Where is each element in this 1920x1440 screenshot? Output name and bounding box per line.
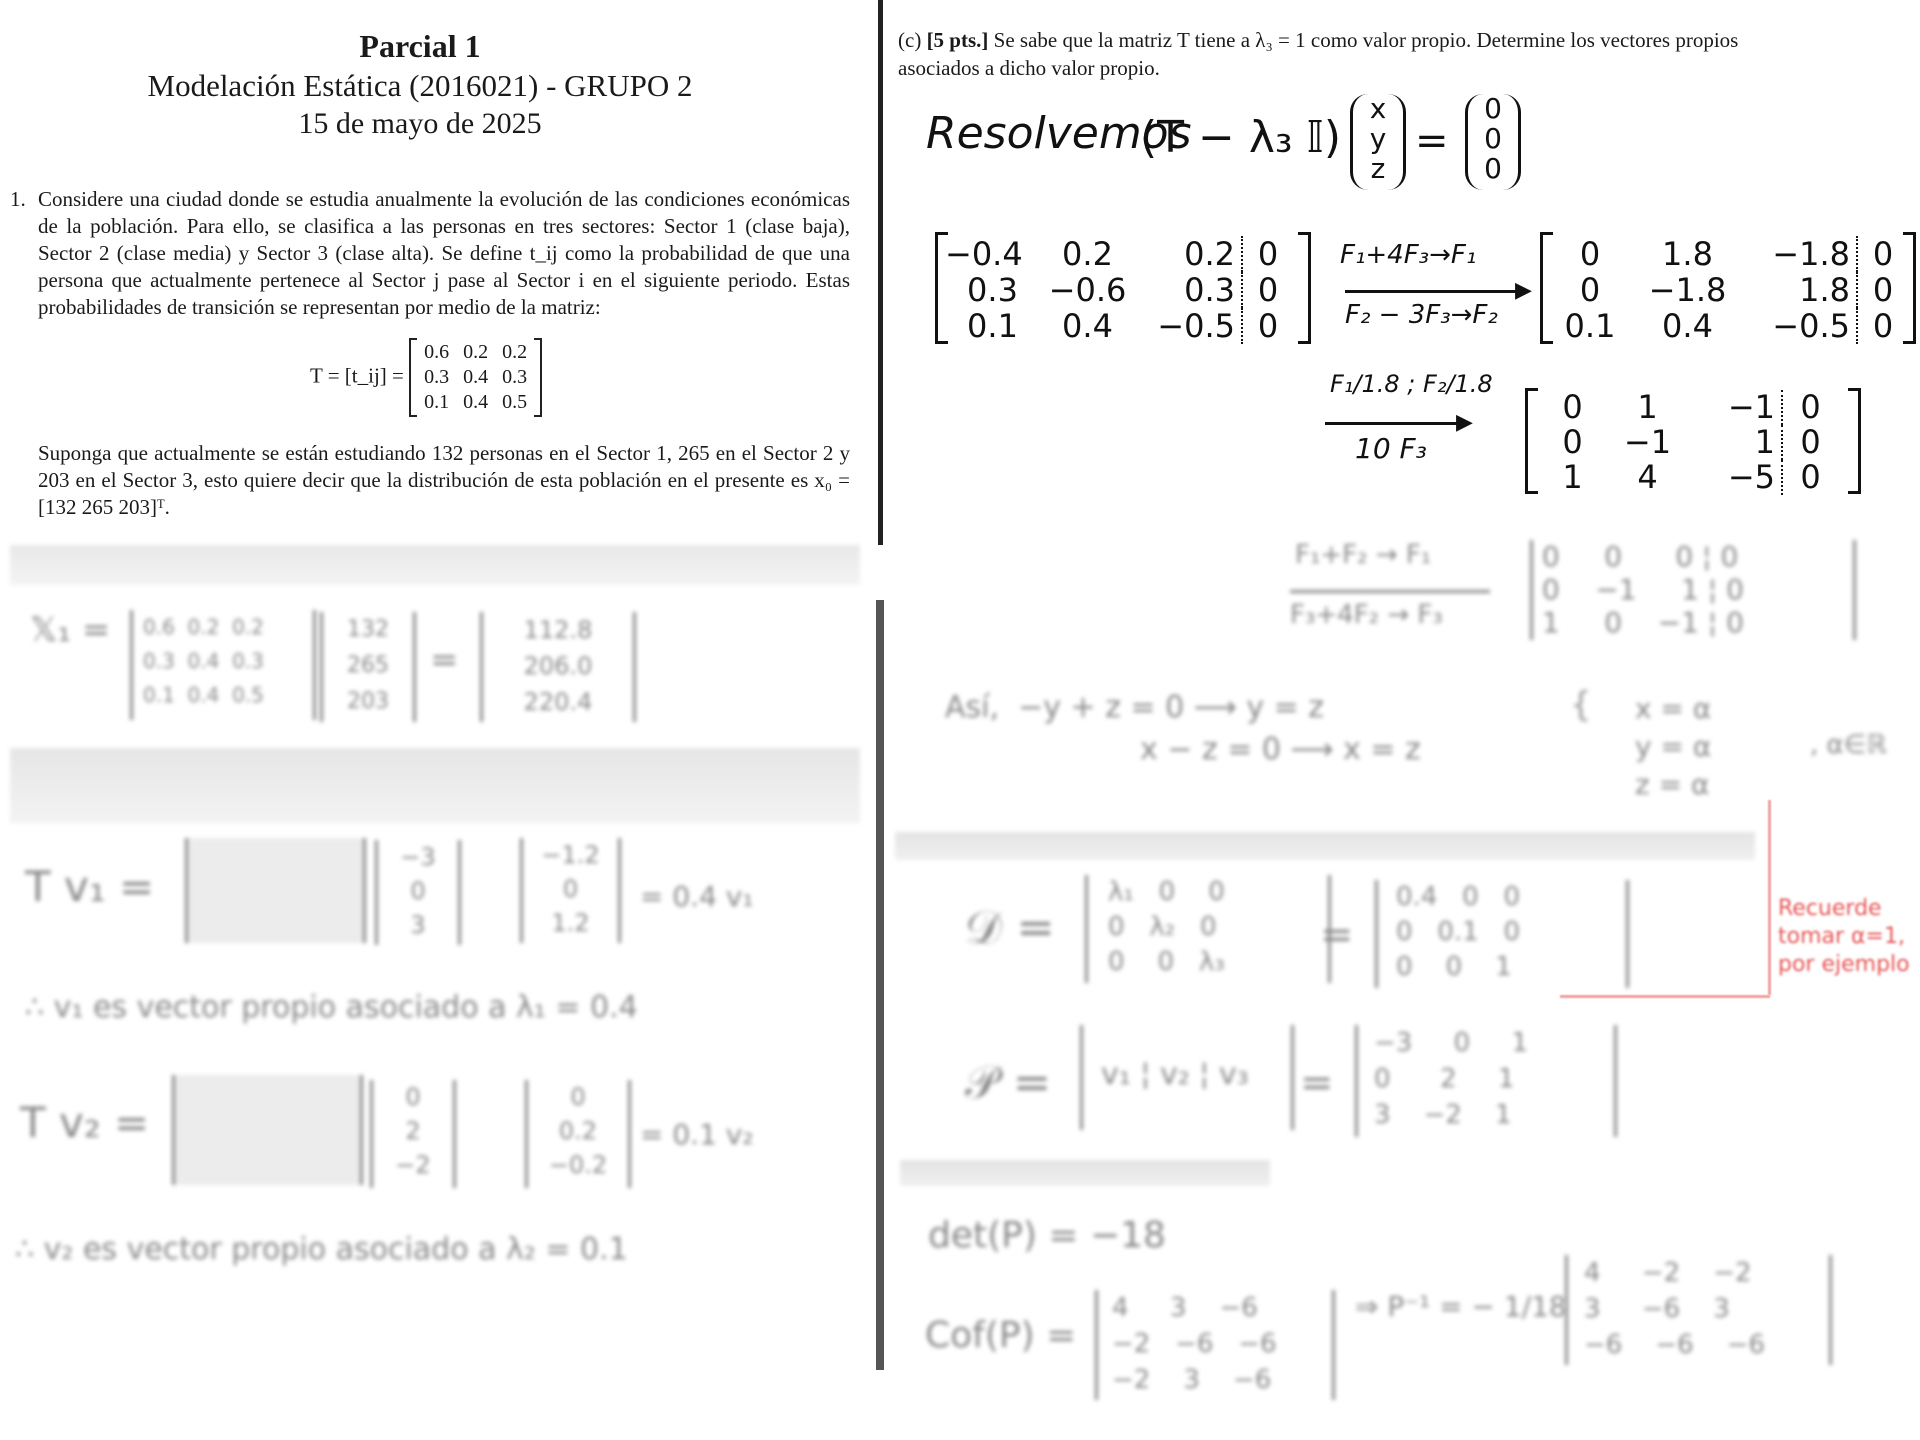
blurred-P-symbolic: v₁ ¦ v₂ ¦ v₃ (1080, 1025, 1294, 1130)
blurred-part-e-statement (900, 1160, 1270, 1186)
row-op-2a: F₁/1.8 ; F₂/1.8 (1330, 370, 1493, 398)
aug1-values: −0.4 0.2 0.2 0 0.3 −0.6 0.3 0 0.1 0.4 −0.5 0 (945, 236, 1315, 344)
blurred-x1-label: 𝕏₁ = (30, 610, 111, 650)
blurred-P-label: 𝒫 = (965, 1055, 1052, 1109)
blurred-vec-a: 132 265 203 (320, 612, 416, 722)
column-divider (878, 0, 883, 545)
question-text: Considere una ciudad donde se estudia anualmente la evolución de las condiciones económicas de la población. Para ello, se clasifica a las personas en tres sectores: Sector 1 (clase baja), Sector 2 (clase media) y Sector 3 (clase alta). Se define t_ij como la probabilidad de que una persona que actualmente pertenece al Sector j pase al Sector i en el siguiente periodo. Estas probabilidades de transición se representan por medio de la matriz: (38, 187, 850, 319)
blurred-result-a: 112.8 206.0 220.4 (480, 612, 636, 722)
red-line-h (1560, 995, 1770, 998)
exam-title: Parcial 1 (359, 28, 481, 64)
blurred-vec-b1: −3 0 3 (375, 840, 461, 945)
blurred-part-a-statement (10, 545, 860, 585)
blurred-P-values: −3 0 1 0 2 1 3 −2 1 (1355, 1025, 1617, 1137)
blurred-D-values: 0.4 0 0 0 0.1 0 0 0 1 (1375, 880, 1629, 988)
blurred-line-b2: ∴ v₂ es vector propio asociado a λ₂ = 0.1 (15, 1232, 628, 1267)
blurred-D-eq: = (1320, 912, 1354, 958)
blurred-matrix-b1 (185, 838, 366, 943)
course-name: Modelación Estática (2016021) - GRUPO 2 (147, 68, 693, 103)
var-vector: x y z (1350, 94, 1406, 190)
blurred-solution-2: x − z = 0 ⟶ x = z (1140, 732, 1421, 767)
aug2-values: 0 1.8 −1.8 0 0 −1.8 1.8 0 0.1 0.4 −0.5 0 (1550, 236, 1910, 344)
blurred-res-b2: 0 0.2 −0.2 (525, 1080, 631, 1188)
blurred-Tv2: T v₂ = (20, 1098, 150, 1147)
part-c-points: [5 pts.] (926, 28, 989, 52)
arrow-2 (1325, 422, 1465, 425)
resolvemos-label: Resolvemos (926, 108, 1192, 159)
blurred-arrow-3 (1290, 590, 1490, 593)
blurred-row-op-3b: F₃+4F₂ → F₃ (1290, 600, 1443, 630)
blurred-vec-b2: 0 2 −2 (370, 1080, 456, 1188)
arrow-head-1: ▶ (1515, 278, 1532, 303)
blurred-matrix-a: 0.6 0.2 0.2 0.3 0.4 0.3 0.1 0.4 0.5 (130, 610, 316, 720)
blurred-det: det(P) = −18 (928, 1215, 1166, 1256)
blurred-part-b-statement (10, 748, 860, 823)
red-annotation: Recuerde tomar α=1, por ejemplo (1778, 896, 1910, 977)
blurred-res-b1: −1.2 0 1.2 (520, 838, 621, 943)
blurred-inverse: ⇒ P⁻¹ = − 1/18 (1355, 1290, 1567, 1323)
part-c-statement (898, 26, 1798, 82)
blurred-inverse-matrix: 4 −2 −2 3 −6 3 −6 −6 −6 (1565, 1255, 1832, 1365)
blurred-eq-b1: = 0.4 v₁ (640, 880, 754, 913)
blurred-cof-matrix: 4 3 −6 −2 −6 −6 −2 3 −6 (1095, 1290, 1335, 1400)
part-c-text: Se sabe que la matriz T tiene a λ₃ = 1 como valor propio. Determine los vectores propios asociados a dicho valor propio. (898, 28, 1739, 80)
red-line-v (1768, 800, 1771, 995)
blurred-D-symbolic: λ₁ 0 0 0 λ₂ 0 0 0 λ₃ (1085, 875, 1331, 983)
arrow-head-2: ▶ (1456, 410, 1473, 435)
matrix-label: T = [t_ij] = (310, 363, 404, 388)
blurred-part-d-statement (895, 832, 1755, 860)
matrix-T: 0.6 0.2 0.2 0.3 0.4 0.3 0.1 0.4 0.5 (409, 338, 542, 417)
row-op-2b: 10 F₃ (1355, 432, 1427, 465)
blurred-row-op-3a: F₁+F₂ → F₁ (1295, 540, 1432, 570)
equals-sign: = (1415, 118, 1449, 164)
blurred-eq-b2: = 0.1 v₂ (640, 1118, 754, 1151)
population-text: Suponga que actualmente se están estudiando 132 personas en el Sector 1, 265 en el Sector 2 y 203 en el Sector 3, esto quiere decir que la distribución de esta población en el presente es x₀ = [132 265 203]ᵀ. (38, 441, 850, 519)
blurred-D-label: 𝒟 = (965, 900, 1055, 954)
blurred-alpha-note: , α∈ℝ (1810, 730, 1887, 760)
part-c-label: (c) (898, 28, 922, 52)
question-number: 1. (10, 187, 26, 211)
blurred-solution-vec: x = α y = α z = α (1635, 692, 1712, 801)
equation-T-lambda: (T − λ₃ 𝕀) (1140, 112, 1341, 163)
blurred-cof-label: Cof(P) = (925, 1315, 1077, 1356)
row-op-1b: F₂ − 3F₃→F₂ (1345, 300, 1498, 330)
blurred-Tv1: T v₁ = (25, 862, 155, 911)
arrow-1 (1345, 290, 1525, 293)
blurred-matrix-b2 (172, 1075, 363, 1185)
aug3-values: 0 1 −1 0 0 −1 1 0 1 4 −5 0 (1535, 390, 1855, 495)
blurred-equals: = (430, 640, 459, 680)
blurred-matrix-3: 0 0 0 ¦ 0 0 −1 1 ¦ 0 1 0 −1 ¦ 0 (1530, 540, 1856, 640)
blurred-line-b1: ∴ v₁ es vector propio asociado a λ₁ = 0.4 (25, 990, 638, 1025)
question-1 (10, 186, 850, 321)
blurred-P-eq: = (1300, 1060, 1334, 1106)
blurred-solution-1: Así, −y + z = 0 ⟶ y = z (945, 690, 1325, 725)
zero-vector: 0 0 0 (1465, 94, 1521, 190)
blurred-brace: { (1570, 685, 1592, 725)
exam-date: 15 de mayo de 2025 (298, 107, 542, 140)
column-divider-lower (876, 600, 884, 1370)
row-op-1a: F₁+4F₃→F₁ (1340, 240, 1477, 270)
transition-matrix (310, 338, 542, 417)
